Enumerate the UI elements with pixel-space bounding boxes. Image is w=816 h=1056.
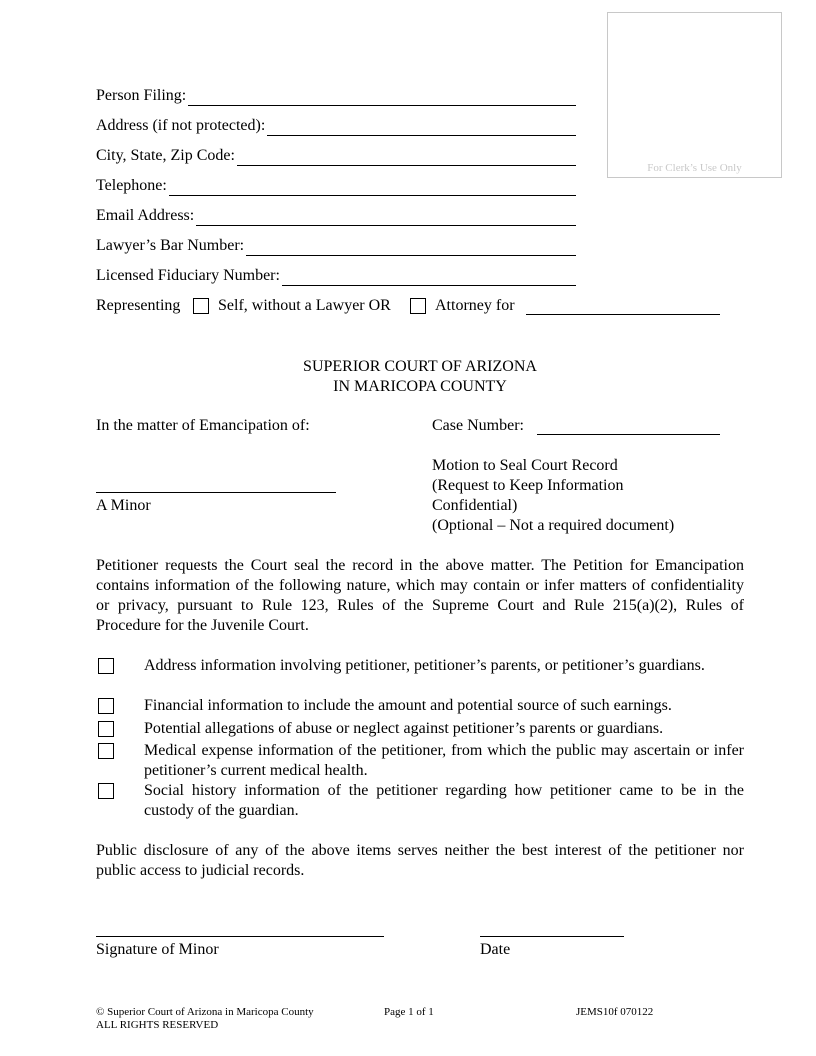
- checklist-item: [96, 656, 744, 676]
- field-label: Telephone:: [96, 177, 167, 194]
- fill-line[interactable]: [237, 150, 576, 166]
- fill-line[interactable]: [246, 240, 576, 256]
- address-field[interactable]: [96, 116, 576, 136]
- fill-line[interactable]: [282, 270, 576, 286]
- doc-title-line: Confidential): [432, 497, 518, 514]
- field-label: Lawyer’s Bar Number:: [96, 237, 245, 254]
- field-label: Address (if not protected):: [96, 117, 266, 134]
- footer-rights: ALL RIGHTS RESERVED: [96, 1019, 219, 1031]
- case-number-label: Case Number:: [432, 417, 524, 434]
- email-field[interactable]: [96, 206, 576, 226]
- item-text: Potential allegations of abuse or neglect against petitioner’s parents or guardians.: [144, 720, 664, 737]
- item-text: Address information involving petitioner, petitioner’s parents, or petitioner’s guardians.: [144, 657, 705, 674]
- item-text: Financial information to include the amount and potential source of such earnings.: [144, 697, 672, 714]
- doc-title-line: Motion to Seal Court Record: [432, 457, 618, 474]
- field-label: Licensed Fiduciary Number:: [96, 267, 280, 284]
- date-label: Date: [480, 941, 511, 958]
- minor-name-line[interactable]: [96, 492, 336, 493]
- field-label: Person Filing:: [96, 87, 187, 104]
- telephone-field[interactable]: [96, 176, 576, 196]
- item-checkbox[interactable]: [98, 658, 114, 674]
- minor-label: A Minor: [96, 497, 151, 514]
- field-label: City, State, Zip Code:: [96, 147, 235, 164]
- fiduciary-number-field[interactable]: [96, 266, 576, 286]
- representing-label: Representing: [96, 297, 181, 314]
- court-county: IN MARICOPA COUNTY: [333, 378, 507, 395]
- item-text: Medical expense information of the petitioner, from which the public may ascertain or infer petitioner’s current medical health.: [144, 742, 744, 779]
- attorney-checkbox[interactable]: [410, 298, 426, 314]
- closing-paragraph: Public disclosure of any of the above items serves neither the best interest of the petitioner nor public access to judicial records.: [96, 842, 744, 879]
- case-number-line[interactable]: [537, 434, 720, 435]
- doc-title-line: (Optional – Not a required document): [432, 517, 675, 534]
- date-line[interactable]: [480, 936, 624, 937]
- checklist-item: [96, 781, 744, 821]
- person-filing-field[interactable]: [96, 86, 576, 106]
- fill-line[interactable]: [169, 180, 576, 196]
- fill-line[interactable]: [196, 210, 576, 226]
- field-label: Email Address:: [96, 207, 195, 224]
- checklist-item: [96, 719, 744, 739]
- clerk-use-box: [607, 12, 782, 178]
- signature-line[interactable]: [96, 936, 384, 937]
- matter-label: In the matter of Emancipation of:: [96, 417, 310, 434]
- footer-form-id: JEMS10f 070122: [576, 1006, 654, 1018]
- self-option-label: Self, without a Lawyer OR: [218, 297, 391, 314]
- item-checkbox[interactable]: [98, 743, 114, 759]
- checklist-item: [96, 741, 744, 781]
- item-checkbox[interactable]: [98, 698, 114, 714]
- item-checkbox[interactable]: [98, 783, 114, 799]
- self-checkbox[interactable]: [193, 298, 209, 314]
- item-text: Social history information of the petitioner regarding how petitioner came to be in the custody of the guardian.: [144, 782, 744, 819]
- city-state-zip-field[interactable]: [96, 146, 576, 166]
- clerk-use-label: For Clerk’s Use Only: [647, 162, 742, 174]
- signature-label: Signature of Minor: [96, 941, 219, 958]
- attorney-for-line[interactable]: [526, 314, 720, 315]
- footer-page-number: Page 1 of 1: [384, 1006, 434, 1018]
- court-name: SUPERIOR COURT OF ARIZONA: [303, 358, 537, 375]
- body-paragraph: Petitioner requests the Court seal the record in the above matter. The Petition for Emancipation contains information of the following nature, which may contain or infer matters of confidentiality or privacy, pursuant to Rule 123, Rules of the Supreme Court and Rule 215(a)(2), Rules of Procedure for the Juvenile Court.: [96, 557, 744, 634]
- item-checkbox[interactable]: [98, 721, 114, 737]
- fill-line[interactable]: [267, 120, 576, 136]
- checklist-item: [96, 696, 744, 716]
- bar-number-field[interactable]: [96, 236, 576, 256]
- doc-title-line: (Request to Keep Information: [432, 477, 624, 494]
- footer-copyright: © Superior Court of Arizona in Maricopa County: [96, 1006, 314, 1018]
- attorney-option-label: Attorney for: [435, 297, 515, 314]
- fill-line[interactable]: [188, 90, 576, 106]
